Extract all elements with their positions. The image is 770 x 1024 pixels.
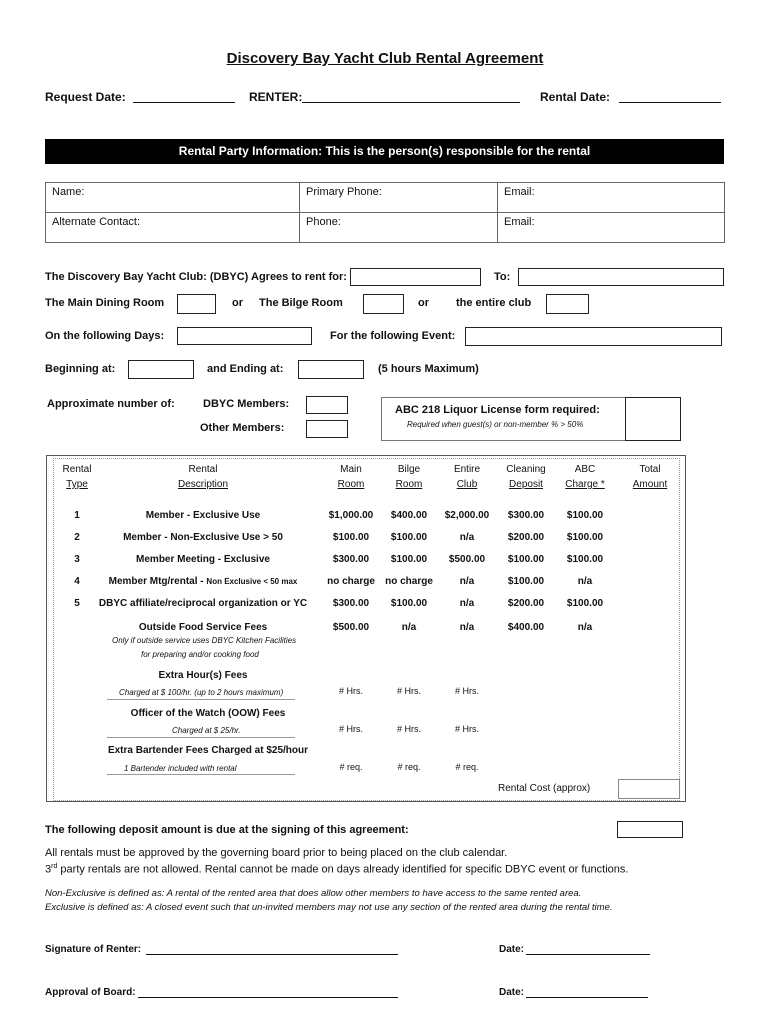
- to-label: To:: [494, 271, 511, 283]
- to-date-box[interactable]: [518, 268, 724, 286]
- oow-label: Officer of the Watch (OOW) Fees: [130, 708, 286, 719]
- ending-box[interactable]: [298, 360, 364, 379]
- food-cleaning: $400.00: [507, 622, 545, 633]
- deposit-box[interactable]: [617, 821, 683, 838]
- rental-party-table: [45, 182, 725, 243]
- row-1-type: 1: [74, 510, 80, 521]
- email-field-1[interactable]: Email:: [498, 183, 725, 213]
- oow-entire: # Hrs.: [454, 724, 479, 734]
- row-2-desc: Member - Non-Exclusive Use > 50: [123, 532, 283, 543]
- row-3-type: 3: [74, 554, 80, 565]
- page-title: Discovery Bay Yacht Club Rental Agreement: [226, 50, 544, 67]
- food-main: $500.00: [332, 622, 370, 633]
- beginning-label: Beginning at:: [45, 363, 116, 375]
- header-rental-description: [130, 462, 276, 492]
- food-note-1: Only if outside service uses DBYC Kitchen Facilities: [112, 636, 297, 645]
- row-5-cleaning: $200.00: [507, 598, 545, 609]
- or-label-2: or: [418, 297, 429, 309]
- bartender-bilge: # req.: [397, 762, 421, 772]
- header-text: Club: [456, 479, 478, 490]
- board-approval-label: Approval of Board:: [45, 987, 136, 998]
- row-2-main: $100.00: [332, 532, 370, 543]
- oow-note: Charged at $ 25/hr.: [172, 726, 241, 735]
- max-hours-note: (5 hours Maximum): [378, 363, 479, 375]
- bartender-main: # req.: [339, 762, 363, 772]
- extra-hours-main: # Hrs.: [338, 686, 363, 696]
- bartender-underline: [107, 774, 295, 775]
- rule-superscript: rd: [51, 863, 58, 870]
- alternate-contact-field[interactable]: Alternate Contact:: [46, 213, 300, 243]
- rule-number: 3: [45, 863, 52, 876]
- row-4-bilge: no charge: [385, 576, 433, 587]
- dbyc-members-label: DBYC Members:: [203, 398, 290, 410]
- header-rental-type: [56, 462, 98, 492]
- email-field-2[interactable]: Email:: [498, 213, 725, 243]
- extra-hours-note: Charged at $ 100/hr. (up to 2 hours maximum): [119, 688, 284, 697]
- header-text: Amount: [632, 479, 668, 490]
- main-dining-label: The Main Dining Room: [45, 297, 165, 309]
- from-date-box[interactable]: [350, 268, 481, 286]
- bartender-label: Extra Bartender Fees Charged at $25/hour: [107, 745, 309, 756]
- header-text: ABC: [574, 464, 596, 475]
- extra-hours-label: Extra Hour(s) Fees: [158, 670, 248, 681]
- row-2-entire: n/a: [459, 532, 475, 543]
- row-3-desc: Member Meeting - Exclusive: [136, 554, 270, 565]
- renter-label: RENTER:: [249, 90, 303, 104]
- rule-approval: All rentals must be approved by the governing board prior to being placed on the club calendar.: [45, 847, 508, 859]
- days-label: On the following Days:: [45, 330, 165, 342]
- row-4-cleaning: $100.00: [507, 576, 545, 587]
- request-date-label: Request Date:: [45, 90, 126, 104]
- bilge-room-checkbox[interactable]: [363, 294, 404, 314]
- row-3-abc: $100.00: [566, 554, 604, 565]
- food-bilge: n/a: [401, 622, 417, 633]
- row-4-desc: [90, 576, 316, 587]
- deposit-label: The following deposit amount is due at the signing of this agreement:: [45, 824, 409, 836]
- header-text: Entire: [453, 464, 481, 475]
- row-5-entire: n/a: [459, 598, 475, 609]
- header-main-room: [327, 462, 375, 492]
- row-1-main: $1,000.00: [328, 510, 374, 521]
- rule-text: party rentals are not allowed. Rental cannot be made on days already identified for specific DBYC event or functions.: [57, 863, 629, 876]
- rule-third-party: [45, 863, 628, 876]
- row-1-bilge: $400.00: [390, 510, 428, 521]
- primary-phone-field[interactable]: Primary Phone:: [300, 183, 498, 213]
- food-note-2: for preparing and/or cooking food: [141, 650, 259, 659]
- agrees-label: The Discovery Bay Yacht Club: (DBYC) Agrees to rent for:: [45, 271, 347, 283]
- row-4-entire: n/a: [459, 576, 475, 587]
- row-2-bilge: $100.00: [390, 532, 428, 543]
- bilge-room-label: The Bilge Room: [259, 297, 343, 309]
- other-members-box[interactable]: [306, 420, 348, 438]
- row-1-desc: Member - Exclusive Use: [145, 510, 261, 521]
- header-text: Bilge: [397, 464, 421, 475]
- date-line-1[interactable]: [526, 954, 650, 955]
- food-label: Outside Food Service Fees: [138, 622, 268, 633]
- event-label: For the following Event:: [330, 330, 456, 342]
- other-members-label: Other Members:: [200, 422, 285, 434]
- row-3-cleaning: $100.00: [507, 554, 545, 565]
- bartender-entire: # req.: [455, 762, 479, 772]
- rental-date-label: Rental Date:: [540, 90, 611, 104]
- extra-hours-bilge: # Hrs.: [396, 686, 421, 696]
- renter-signature-line[interactable]: [146, 954, 398, 955]
- header-total-amount: [624, 462, 676, 492]
- rental-cost-label: Rental Cost (approx): [498, 783, 591, 794]
- row-2-abc: $100.00: [566, 532, 604, 543]
- date-label-2: Date:: [499, 987, 525, 998]
- row-3-entire: $500.00: [448, 554, 486, 565]
- header-text: Rental: [62, 464, 92, 475]
- row-desc-small: Non Exclusive < 50 max: [206, 577, 298, 586]
- abc-license-note: Required when guest(s) or non-member % > 50%: [407, 420, 584, 429]
- days-box[interactable]: [177, 327, 312, 345]
- row-5-type: 5: [74, 598, 80, 609]
- board-approval-line[interactable]: [138, 997, 398, 998]
- non-exclusive-definition: Non-Exclusive is defined as: A rental of the rented area that does allow other members to have access to the same rented area.: [45, 888, 582, 899]
- row-3-main: $300.00: [332, 554, 370, 565]
- exclusive-definition: Exclusive is defined as: A closed event such that un-invited members may not use any section of the rented area during the rental time.: [45, 902, 613, 913]
- row-4-abc: n/a: [577, 576, 593, 587]
- dbyc-members-box[interactable]: [306, 396, 348, 414]
- row-5-bilge: $100.00: [390, 598, 428, 609]
- row-desc-main: Member Mtg/rental -: [108, 576, 207, 587]
- rental-party-banner: Rental Party Information: This is the person(s) responsible for the rental: [45, 139, 724, 164]
- header-text: Charge *: [565, 479, 605, 490]
- header-text: Main: [340, 464, 362, 475]
- row-4-main: no charge: [327, 576, 375, 587]
- header-text: Total: [639, 464, 661, 475]
- extra-hours-underline: [107, 699, 295, 700]
- row-5-abc: $100.00: [566, 598, 604, 609]
- header-text: Deposit: [509, 479, 543, 490]
- header-text: Description: [177, 479, 229, 490]
- row-1-abc: $100.00: [566, 510, 604, 521]
- entire-club-checkbox[interactable]: [546, 294, 589, 314]
- extra-hours-entire: # Hrs.: [454, 686, 479, 696]
- oow-bilge: # Hrs.: [396, 724, 421, 734]
- event-box[interactable]: [465, 327, 722, 346]
- rental-cost-box[interactable]: [618, 779, 680, 799]
- row-2-cleaning: $200.00: [507, 532, 545, 543]
- row-1-entire: $2,000.00: [444, 510, 490, 521]
- header-text: Cleaning: [506, 464, 546, 475]
- header-abc-charge: [559, 462, 611, 492]
- food-abc: n/a: [577, 622, 593, 633]
- abc-license-title: ABC 218 Liquor License form required:: [395, 404, 600, 416]
- date-label-1: Date:: [499, 944, 525, 955]
- request-date-field[interactable]: [133, 102, 235, 103]
- header-text: Room: [337, 479, 365, 490]
- oow-main: # Hrs.: [338, 724, 363, 734]
- header-text: Rental: [188, 464, 218, 475]
- name-field[interactable]: Name:: [46, 183, 300, 213]
- oow-underline: [107, 737, 295, 738]
- or-label-1: or: [232, 297, 243, 309]
- header-bilge-room: [385, 462, 433, 492]
- row-5-desc: DBYC affiliate/reciprocal organization or YC: [98, 598, 308, 609]
- entire-club-label: the entire club: [456, 297, 532, 309]
- row-5-main: $300.00: [332, 598, 370, 609]
- renter-field[interactable]: [302, 102, 520, 103]
- approx-label: Approximate number of:: [47, 398, 175, 410]
- row-4-type: 4: [74, 576, 80, 587]
- phone-field[interactable]: Phone:: [300, 213, 498, 243]
- beginning-box[interactable]: [128, 360, 194, 379]
- rental-date-field[interactable]: [619, 102, 721, 103]
- main-dining-checkbox[interactable]: [177, 294, 216, 314]
- abc-license-checkbox[interactable]: [625, 397, 681, 441]
- header-entire-club: [443, 462, 491, 492]
- renter-signature-label: Signature of Renter:: [45, 944, 142, 955]
- row-2-type: 2: [74, 532, 80, 543]
- row-3-bilge: $100.00: [390, 554, 428, 565]
- date-line-2[interactable]: [526, 997, 648, 998]
- food-entire: n/a: [459, 622, 475, 633]
- header-text: Room: [395, 479, 423, 490]
- row-1-cleaning: $300.00: [507, 510, 545, 521]
- header-text: Type: [66, 479, 88, 490]
- bartender-note: 1 Bartender included with rental: [124, 764, 237, 773]
- ending-label: and Ending at:: [207, 363, 284, 375]
- header-cleaning-deposit: [500, 462, 552, 492]
